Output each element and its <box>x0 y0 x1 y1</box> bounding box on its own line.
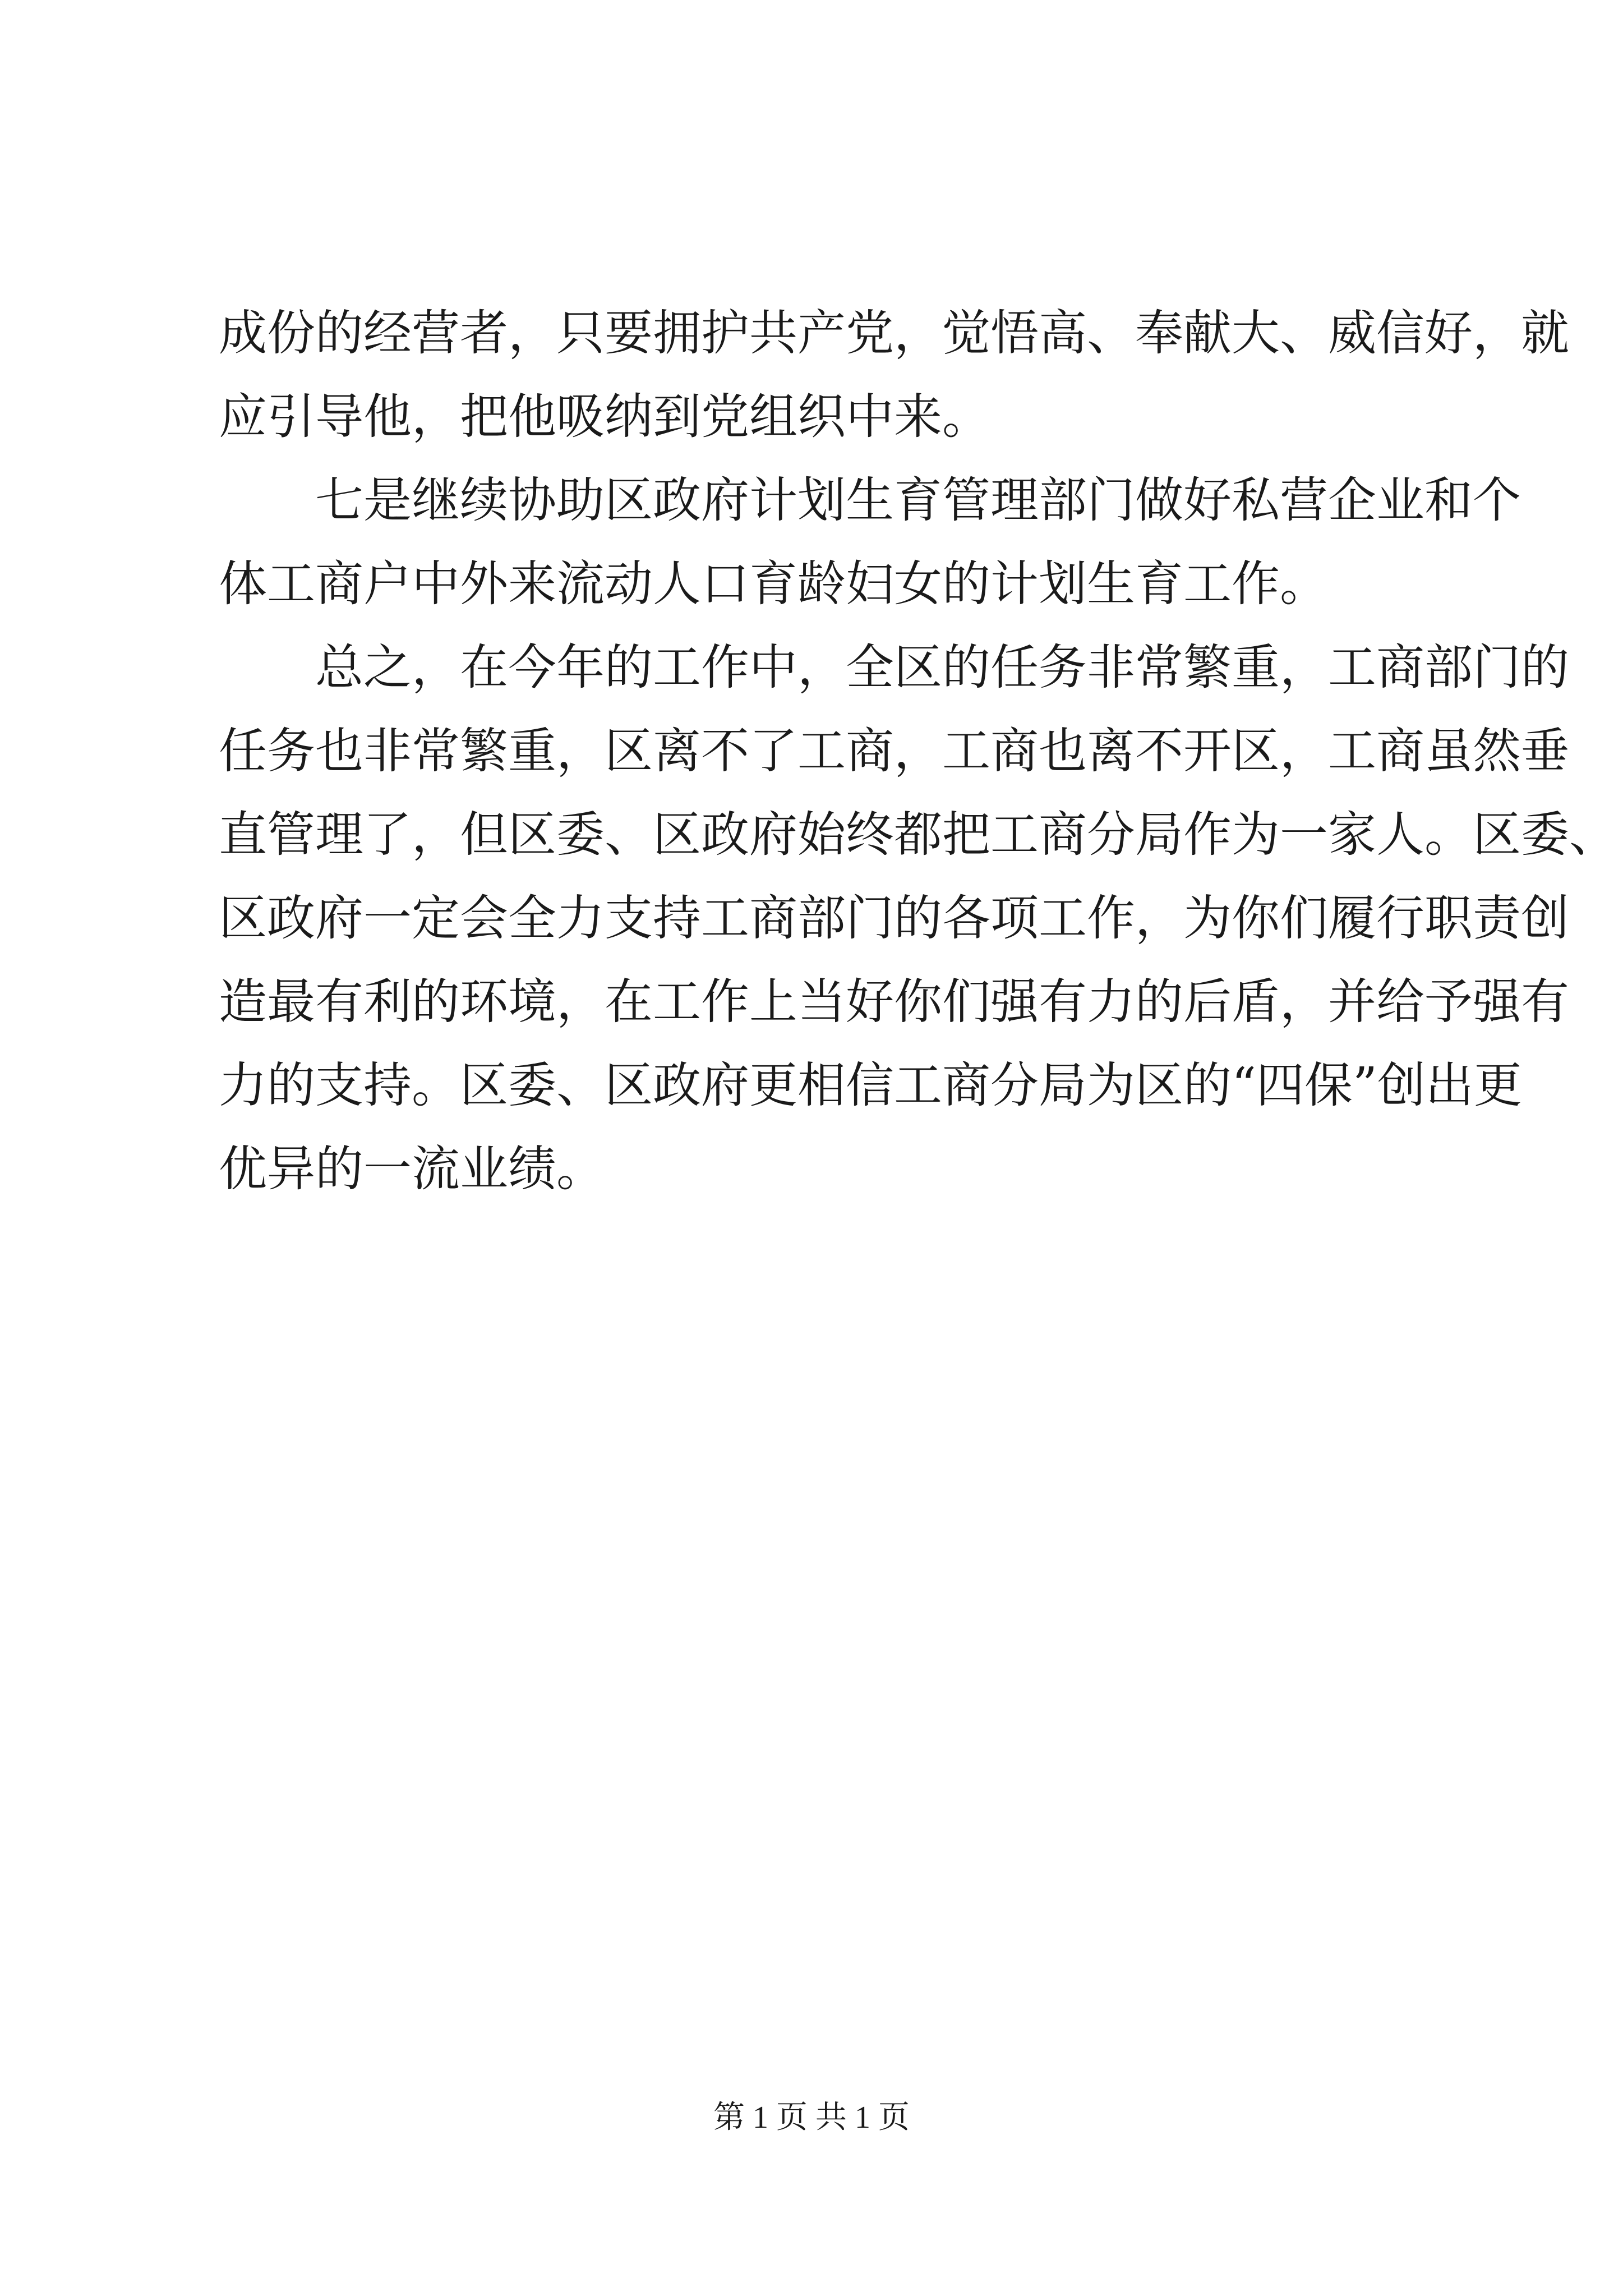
paragraph-line: 体工商户中外来流动人口育龄妇女的计划生育工作。 <box>219 556 1328 612</box>
paragraph-line: 力的支持。区委、区政府更相信工商分局为区的“四保”创出更 <box>219 1057 1522 1114</box>
paragraph-line: 直管理了，但区委、区政府始终都把工商分局作为一家人。区委、 <box>219 807 1617 863</box>
paragraph-1 <box>219 292 1569 459</box>
paragraph-line: 区政府一定会全力支持工商部门的各项工作，为你们履行职责创 <box>219 890 1569 946</box>
paragraph-line: 总之，在今年的工作中，全区的任务非常繁重，工商部门的 <box>315 639 1569 696</box>
paragraph-3 <box>219 626 1617 1211</box>
paragraph-line: 七是继续协助区政府计划生育管理部门做好私营企业和个 <box>315 472 1521 528</box>
paragraph-2 <box>219 459 1521 626</box>
paragraph-line: 优异的一流业绩。 <box>219 1141 605 1197</box>
paragraph-line: 应引导他，把他吸纳到党组织中来。 <box>219 389 990 445</box>
paragraph-line: 成份的经营者，只要拥护共产党，觉悟高、奉献大、威信好，就 <box>219 305 1569 361</box>
document-body <box>219 292 1617 1211</box>
page-number-footer: 第 1 页 共 1 页 <box>713 2100 910 2135</box>
paragraph-line: 造最有利的环境，在工作上当好你们强有力的后盾，并给予强有 <box>219 974 1569 1030</box>
paragraph-line: 任务也非常繁重，区离不了工商，工商也离不开区，工商虽然垂 <box>219 723 1569 779</box>
